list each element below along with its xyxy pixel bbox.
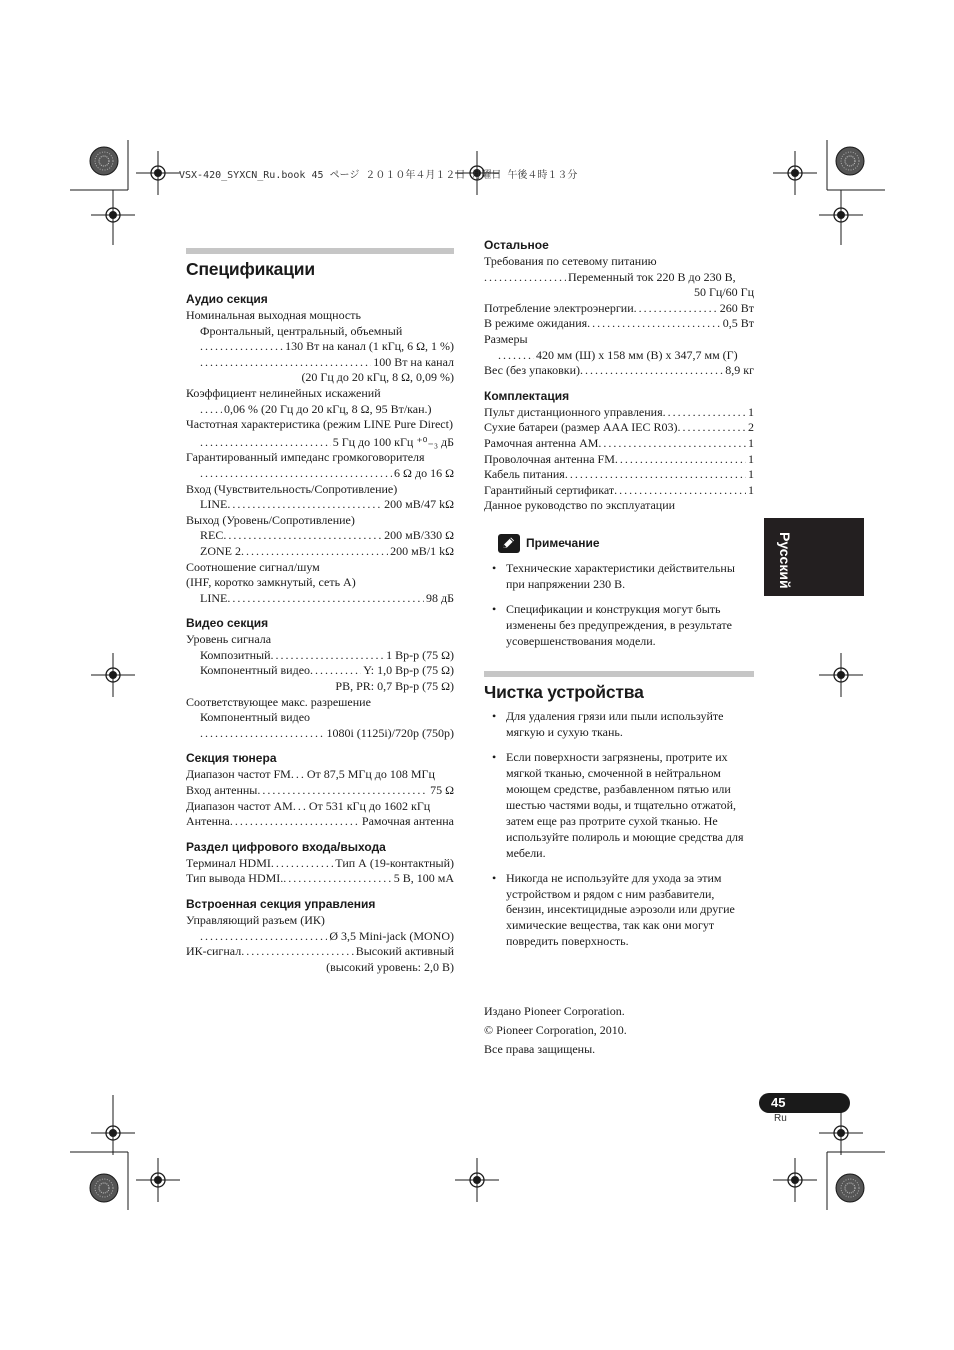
spec-line: Коэффициент нелинейных искажений: [186, 385, 381, 400]
spec-line: Управляющий разъем (ИК): [186, 913, 325, 927]
spec-line: (IHF, коротко замкнутый, сеть A): [186, 575, 356, 590]
spec-dotline: Вес (без упаковки) . . . 8,9 кг: [484, 363, 754, 379]
spec-dotline: . . . Ø 3,5 Mini-jack (MONO): [186, 929, 454, 945]
list-item: • Для удаления грязи или пыли используйте мягкую и сухую ткань.: [484, 709, 754, 741]
tuner-heading: Секция тюнера: [186, 751, 277, 766]
specs-column-left: [186, 248, 454, 975]
spec-line: Частотная характеристика (режим LINE Pure Direct): [186, 417, 453, 432]
spec-dotline: Диапазон частот AM . . . От 531 кГц до 1602 кГц: [186, 799, 454, 815]
misc-heading: Остальное: [484, 238, 549, 252]
spec-line: Фронтальный, центральный, объемный: [200, 323, 403, 338]
spec-dotline: REC . . . 200 мВ/330 Ω: [186, 528, 454, 544]
spec-dotline: . . . 6 Ω до 16 Ω: [186, 466, 454, 482]
print-header: VSX-420_SYXCN_Ru.book 45 ページ ２０１０年４月１２日 月曜日 午後４時１３分: [179, 170, 578, 181]
spec-dotline: . . . 130 Вт на канал (1 кГц, 6 Ω, 1 %): [186, 339, 454, 355]
spec-dotline: В режиме ожидания . . . 0,5 Вт: [484, 316, 754, 332]
spec-dotline: . . . 1080i (1125i)/720p (750p): [186, 726, 454, 742]
cleaning-title: Чистка устройства: [484, 682, 644, 703]
audio-heading: Аудио секция: [186, 292, 268, 306]
spec-dotline: Антенна . . . Рамочная антенна: [186, 814, 454, 830]
spec-dotline: ZONE 2 . . . 200 мВ/1 kΩ: [186, 544, 454, 560]
digital-heading: Раздел цифрового входа/выхода: [186, 839, 386, 854]
publisher-info: [484, 1002, 627, 1059]
kit-item: Гарантийный сертификат . . . 1: [484, 483, 754, 499]
spec-dotline: . . . 0,06 % (20 Гц до 20 кГц, 8 Ω, 95 Вт/кан.): [186, 402, 454, 418]
kit-heading: Комплектация: [484, 388, 570, 403]
spec-dotline: Терминал HDMI . . . Тип А (19-контактный): [186, 856, 454, 872]
note-title: Примечание: [526, 536, 600, 551]
spec-dotline: LINE . . . 200 мВ/47 kΩ: [186, 497, 454, 513]
kit-item: Проволочная антенна FM . . . 1: [484, 452, 754, 468]
kit-item: Кабель питания . . . 1: [484, 467, 754, 483]
spec-line: Компонентный видео: [200, 710, 311, 725]
spec-dotline: Вход антенны . . . 75 Ω: [186, 783, 454, 799]
cleaning-list: [484, 709, 754, 950]
publisher-line: Издано Pioneer Corporation.: [484, 1004, 625, 1018]
list-item: • Спецификации и конструкция могут быть изменены без предупреждения, в результате усовершенствования модели.: [484, 602, 754, 650]
control-heading: Встроенная секция управления: [186, 897, 376, 911]
specs-column-right: [484, 238, 754, 959]
specs-title: Спецификации: [186, 259, 315, 279]
spec-dotline: LINE . . . 98 дБ: [186, 591, 454, 607]
list-item: • Никогда не используйте для ухода за этим устройством и рядом с ним разбавители, бензин, инсектицидные аэрозоли или другие химические вещества, так как они могут повредить поверхность.: [484, 871, 754, 951]
copyright-line: © Pioneer Corporation, 2010.: [484, 1023, 627, 1037]
spec-dotline: Композитный . . . 1 Вр-р (75 Ω): [186, 648, 454, 664]
spec-cont: PB, PR: 0,7 Вр-р (75 Ω): [335, 679, 454, 694]
note-list: [484, 561, 754, 650]
kit-item: Рамочная антенна AM . . . 1: [484, 436, 754, 452]
spec-cont: (20 Гц до 20 кГц, 8 Ω, 0,09 %): [301, 370, 454, 385]
list-item: • Технические характеристики действительны при напряжении 230 В.: [484, 561, 754, 593]
spec-dotline: . . . 420 мм (Ш) x 158 мм (В) x 347,7 мм (Г): [484, 348, 754, 364]
spec-dotline: . . . 100 Вт на канал: [186, 355, 454, 371]
spec-line: Размеры: [484, 331, 528, 346]
spec-line: Соответствующее макс. разрешение: [186, 694, 371, 709]
language-tab: [764, 518, 864, 596]
spec-line: Соотношение сигнал/шум: [186, 559, 320, 574]
spec-line: Вход (Чувствительность/Сопротивление): [186, 481, 398, 496]
spec-line: Выход (Уровень/Сопротивление): [186, 512, 355, 527]
list-item: • Если поверхности загрязнены, протрите их мягкой тканью, смоченной в нейтральном моющем средстве, разбавленном пятью или шестью частями воды, и тщательно отжатой, затем еще раз протрите сухой тканью. Не используйте полироль и моющие средства для мебели.: [484, 750, 754, 861]
spec-dotline: . . . Переменный ток 220 В до 230 В,: [484, 270, 754, 286]
rights-line: Все права защищены.: [484, 1042, 596, 1056]
spec-line: Гарантированный импеданс громкоговорителя: [186, 450, 425, 465]
spec-dotline: Тип вывода HDMI. . . . 5 В, 100 мА: [186, 871, 454, 887]
section-bar: [186, 248, 454, 254]
language-tab-label: Русский: [777, 532, 793, 589]
page-number: 45: [771, 1095, 786, 1110]
kit-item: Данное руководство по эксплуатации: [484, 498, 676, 513]
pencil-note-icon: [498, 534, 520, 553]
spec-dotline: . . . 5 Гц до 100 кГц ⁺⁰₋₃ дБ: [186, 435, 454, 451]
video-heading: Видео секция: [186, 616, 269, 631]
spec-line: Номинальная выходная мощность: [186, 308, 361, 322]
note-header: [498, 534, 754, 553]
spec-cont: 50 Гц/60 Гц: [693, 285, 754, 300]
spec-dotline: Диапазон частот FM . . . От 87,5 МГц до 108 МГц: [186, 767, 454, 783]
spec-line: Уровень сигнала: [186, 632, 272, 647]
spec-dotline: Компонентный видео . . . Y: 1,0 Вр-р (75 Ω): [186, 663, 454, 679]
section-bar: [484, 671, 754, 677]
spec-dotline: ИК-сигнал . . . Высокий активный: [186, 944, 454, 960]
kit-item: Пульт дистанционного управления . . . 1: [484, 405, 754, 421]
page-lang: Ru: [774, 1113, 787, 1124]
kit-item: Сухие батареи (размер AAA IEC R03) . . . 2: [484, 420, 754, 436]
spec-cont: (высокий уровень: 2,0 В): [326, 959, 454, 974]
spec-line: Требования по сетевому питанию: [484, 254, 657, 268]
spec-dotline: Потребление электроэнергии . . . 260 Вт: [484, 301, 754, 317]
